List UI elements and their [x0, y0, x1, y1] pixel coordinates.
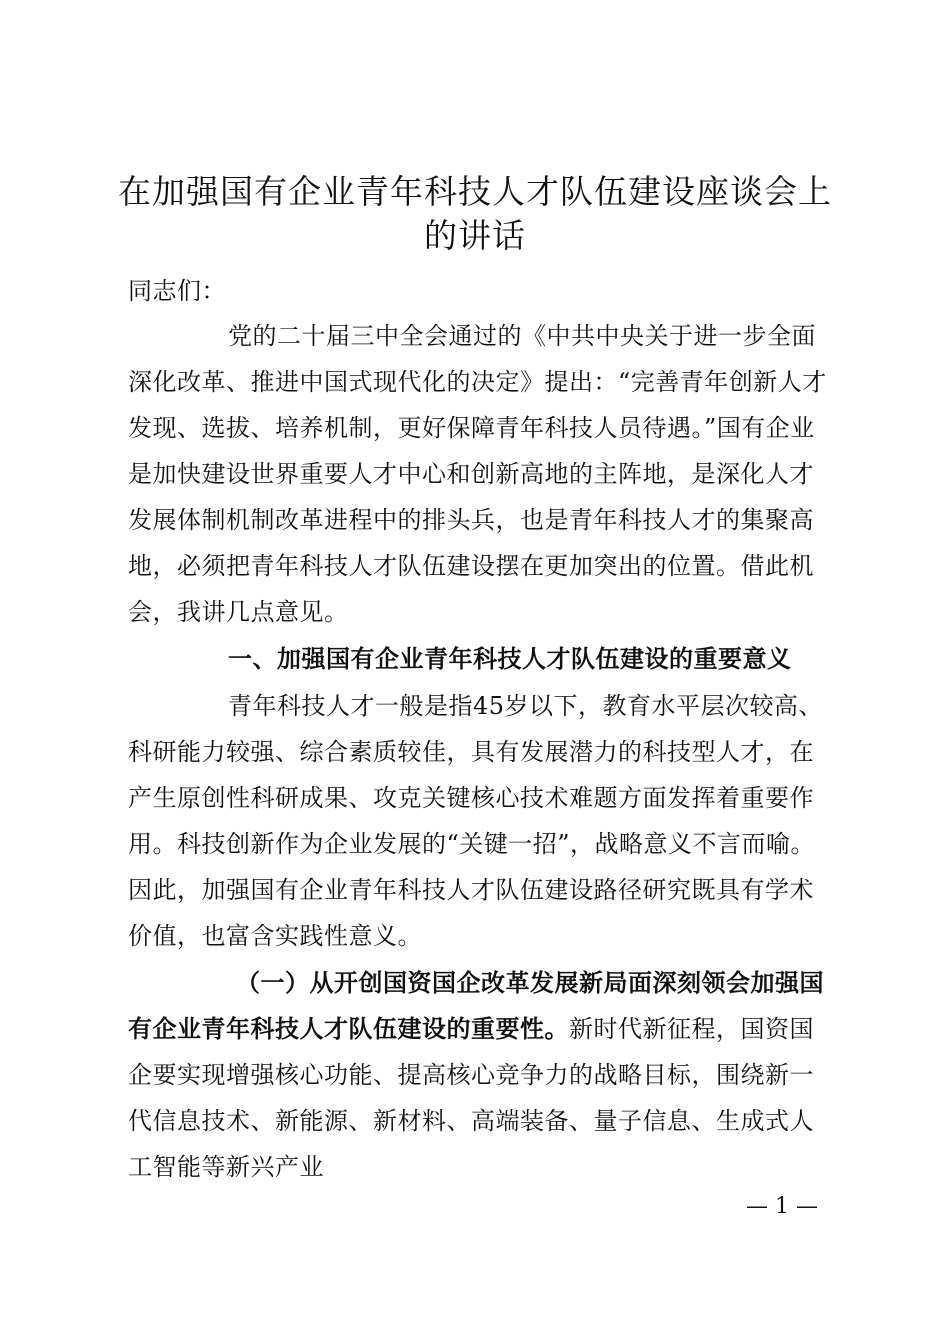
- page-number: — 1 —: [746, 1194, 818, 1219]
- section-heading-1: 一、加强国有企业青年科技人才队伍建设的重要意义: [228, 644, 792, 673]
- paragraph-subsection-1: [128, 960, 828, 1190]
- subsection-body-text: 新时代新征程，国资国企要实现增强核心功能、提高核心竞争力的战略目标，围绕新一代信息技术、新能源、新材料、高端装备、量子信息、生成式人工智能等新兴产业: [128, 1015, 814, 1181]
- subsection-heading-1: （一）从开创国资国企改革发展新局面深刻领会加强国有企业青年科技人才队伍建设的重要性。: [128, 968, 824, 1043]
- salutation: 同志们：: [128, 277, 226, 305]
- paragraph-intro: 党的二十届三中全会通过的《中共中央关于进一步全面深化改革、推进中国式现代化的决定》提出：“完善青年创新人才发现、选拔、培养机制，更好保障青年科技人员待遇。”国有企业是加快建设世界重要人才中心和创新高地的主阵地，是深化人才发展体制机制改革进程中的排头兵，也是青年科技人才的集聚高地，必须把青年科技人才队伍建设摆在更加突出的位置。借此机会，我讲几点意见。: [128, 322, 827, 626]
- document-title: 在加强国有企业青年科技人才队伍建设座谈会上的讲话: [118, 172, 832, 255]
- paragraph-definition: 青年科技人才一般是指45岁以下，教育水平层次较高、科研能力较强、综合素质较佳，具有发展潜力的科技型人才，在产生原创性科研成果、攻克关键核心技术难题方面发挥着重要作用。科技创新作为企业发展的“关键一招”，战略意义不言而喻。因此，加强国有企业青年科技人才队伍建设路径研究既具有学术价值，也富含实践性意义。: [128, 692, 824, 950]
